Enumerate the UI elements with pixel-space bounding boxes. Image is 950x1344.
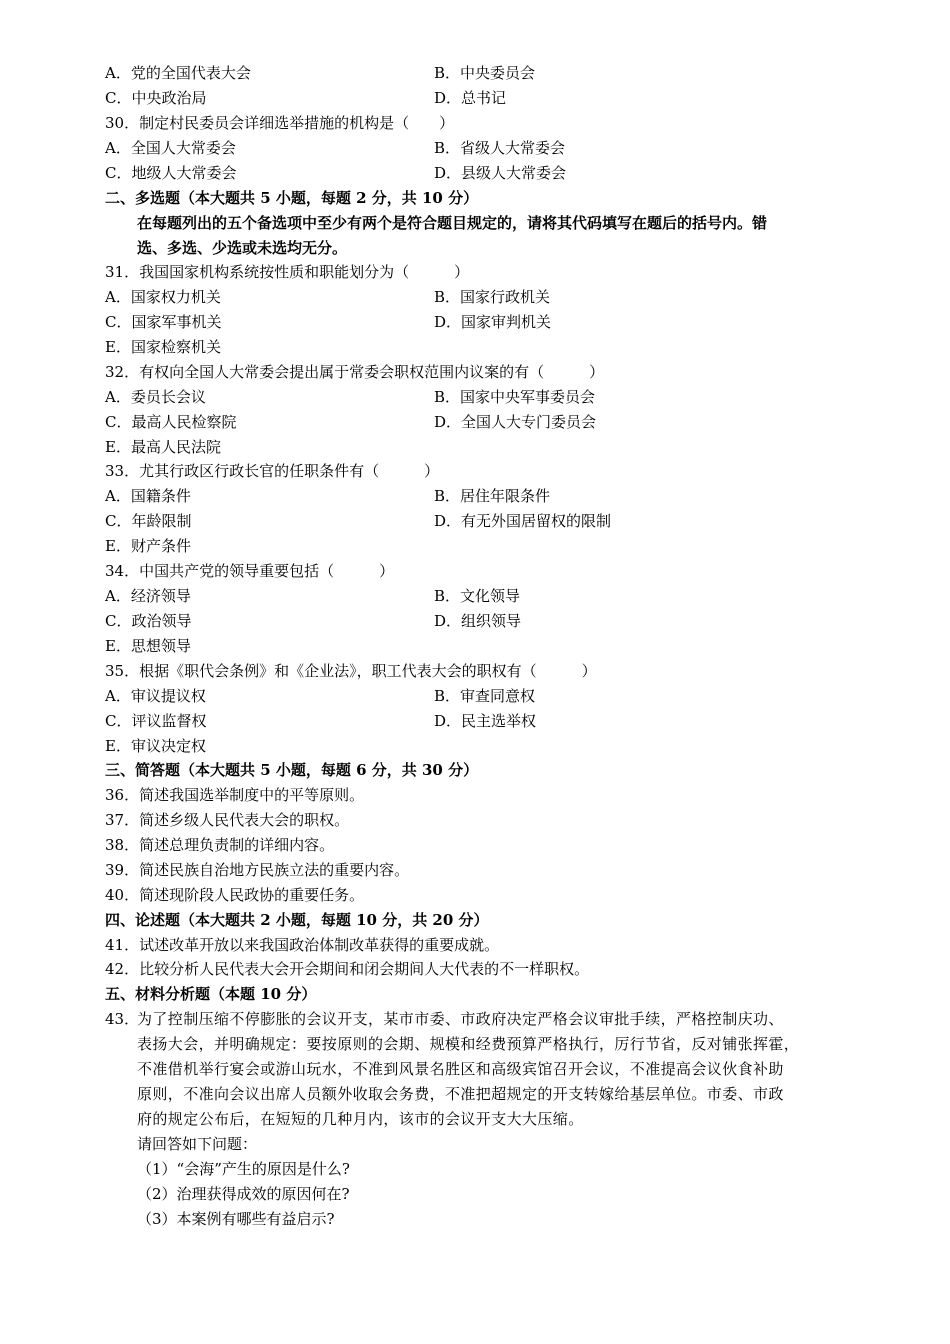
q31-option-b: B．国家行政机关 [434, 288, 551, 306]
q32-stem: 32．有权向全国人大常委会提出属于常委会职权范围内议案的有（ ） [105, 363, 605, 381]
section2-instruction-line2: 选、多选、少选或未选均无分。 [137, 239, 348, 257]
q32-option-b: B．国家中央军事委员会 [434, 388, 596, 406]
q29-option-c: C．中央政治局 [105, 89, 207, 107]
q34-option-a: A．经济领导 [105, 587, 191, 605]
q32-option-e: E．最高人民法院 [105, 438, 221, 456]
q29-option-a: A．党的全国代表大会 [105, 64, 251, 82]
q34-option-d: D．组织领导 [434, 612, 522, 630]
q29-option-b: B．中央委员会 [434, 64, 536, 82]
q43-number: 43． [105, 1010, 140, 1028]
q43-text-line2: 表扬大会，并明确规定：要按原则的会期、规模和经费预算严格执行，厉行节省，反对铺张挥霍， [137, 1035, 800, 1053]
q33-option-b: B．居住年限条件 [434, 487, 551, 505]
q32-option-c: C．最高人民检察院 [105, 413, 237, 431]
q31-option-a: A．国家权力机关 [105, 288, 221, 306]
q33-stem: 33．尤其行政区行政长官的任职条件有（ ） [105, 462, 440, 480]
q43-sub-question-3: （3）本案例有哪些有益启示? [137, 1210, 335, 1228]
q31-option-d: D．国家审判机关 [434, 313, 552, 331]
q35-option-c: C．评议监督权 [105, 712, 207, 730]
q35-stem: 35．根据《职代会条例》和《企业法》，职工代表大会的职权有（ ） [105, 662, 597, 680]
q32-option-d: D．全国人大专门委员会 [434, 413, 597, 431]
q41: 41．试述改革开放以来我国政治体制改革获得的重要成就。 [105, 936, 500, 954]
section5-title: 五、材料分析题（本题 10 分） [105, 985, 317, 1003]
q33-option-d: D．有无外国居留权的限制 [434, 512, 612, 530]
section4-title: 四、论述题（本大题共 2 小题，每题 10 分，共 20 分） [105, 911, 489, 929]
q34-option-e: E．思想领导 [105, 637, 191, 655]
q34-option-b: B．文化领导 [434, 587, 521, 605]
q36: 36．简述我国选举制度中的平等原则。 [105, 786, 365, 804]
q37: 37．简述乡级人民代表大会的职权。 [105, 811, 350, 829]
q33-option-e: E．财产条件 [105, 537, 191, 555]
q30-option-a: A．全国人大常委会 [105, 139, 236, 157]
section2-instruction-line1: 在每题列出的五个备选项中至少有两个是符合题目规定的，请将其代码填写在题后的括号内。错 [137, 214, 768, 232]
q34-stem: 34．中国共产党的领导重要包括（ ） [105, 562, 395, 580]
section2-title: 二、多选题（本大题共 5 小题，每题 2 分，共 10 分） [105, 189, 479, 207]
q35-option-b: B．审查同意权 [434, 687, 536, 705]
q43-prompt: 请回答如下问题： [137, 1135, 258, 1153]
q43-sub-question-1: （1）“会海”产生的原因是什么? [137, 1160, 350, 1178]
q33-option-c: C．年龄限制 [105, 512, 192, 530]
q43-text-line3: 不准借机举行宴会或游山玩水，不准到风景名胜区和高级宾馆召开会议，不准提高会议伙食补助 [137, 1060, 784, 1078]
q35-option-a: A．审议提议权 [105, 687, 206, 705]
q34-option-c: C．政治领导 [105, 612, 192, 630]
q43-text-line4: 原则，不准向会议出席人员额外收取会务费，不准把超规定的开支转嫁给基层单位。市委、市政 [137, 1085, 784, 1103]
q31-option-e: E．国家检察机关 [105, 338, 221, 356]
q30-stem: 30．制定村民委员会详细选举措施的机构是（ ） [105, 114, 455, 132]
q29-option-d: D．总书记 [434, 89, 507, 107]
q43-sub-question-2: （2）治理获得成效的原因何在? [137, 1185, 350, 1203]
q43-text-line1: 为了控制压缩不停膨胀的会议开支，某市市委、市政府决定严格会议审批手续，严格控制庆功、 [137, 1010, 784, 1028]
q31-option-c: C．国家军事机关 [105, 313, 222, 331]
q30-option-d: D．县级人大常委会 [434, 164, 567, 182]
q43-text-line5: 府的规定公布后，在短短的几种月内，该市的会议开支大大压缩。 [137, 1110, 584, 1128]
q35-option-d: D．民主选举权 [434, 712, 537, 730]
section3-title: 三、简答题（本大题共 5 小题，每题 6 分，共 30 分） [105, 761, 479, 779]
q30-option-c: C．地级人大常委会 [105, 164, 237, 182]
q35-option-e: E．审议决定权 [105, 737, 206, 755]
q31-stem: 31．我国国家机构系统按性质和职能划分为（ ） [105, 263, 470, 281]
q42: 42．比较分析人民代表大会开会期间和闭会期间人大代表的不一样职权。 [105, 960, 590, 978]
q38: 38．简述总理负责制的详细内容。 [105, 836, 335, 854]
q32-option-a: A．委员长会议 [105, 388, 206, 406]
q40: 40．简述现阶段人民政协的重要任务。 [105, 886, 365, 904]
q30-option-b: B．省级人大常委会 [434, 139, 566, 157]
q39: 39．简述民族自治地方民族立法的重要内容。 [105, 861, 410, 879]
q33-option-a: A．国籍条件 [105, 487, 191, 505]
